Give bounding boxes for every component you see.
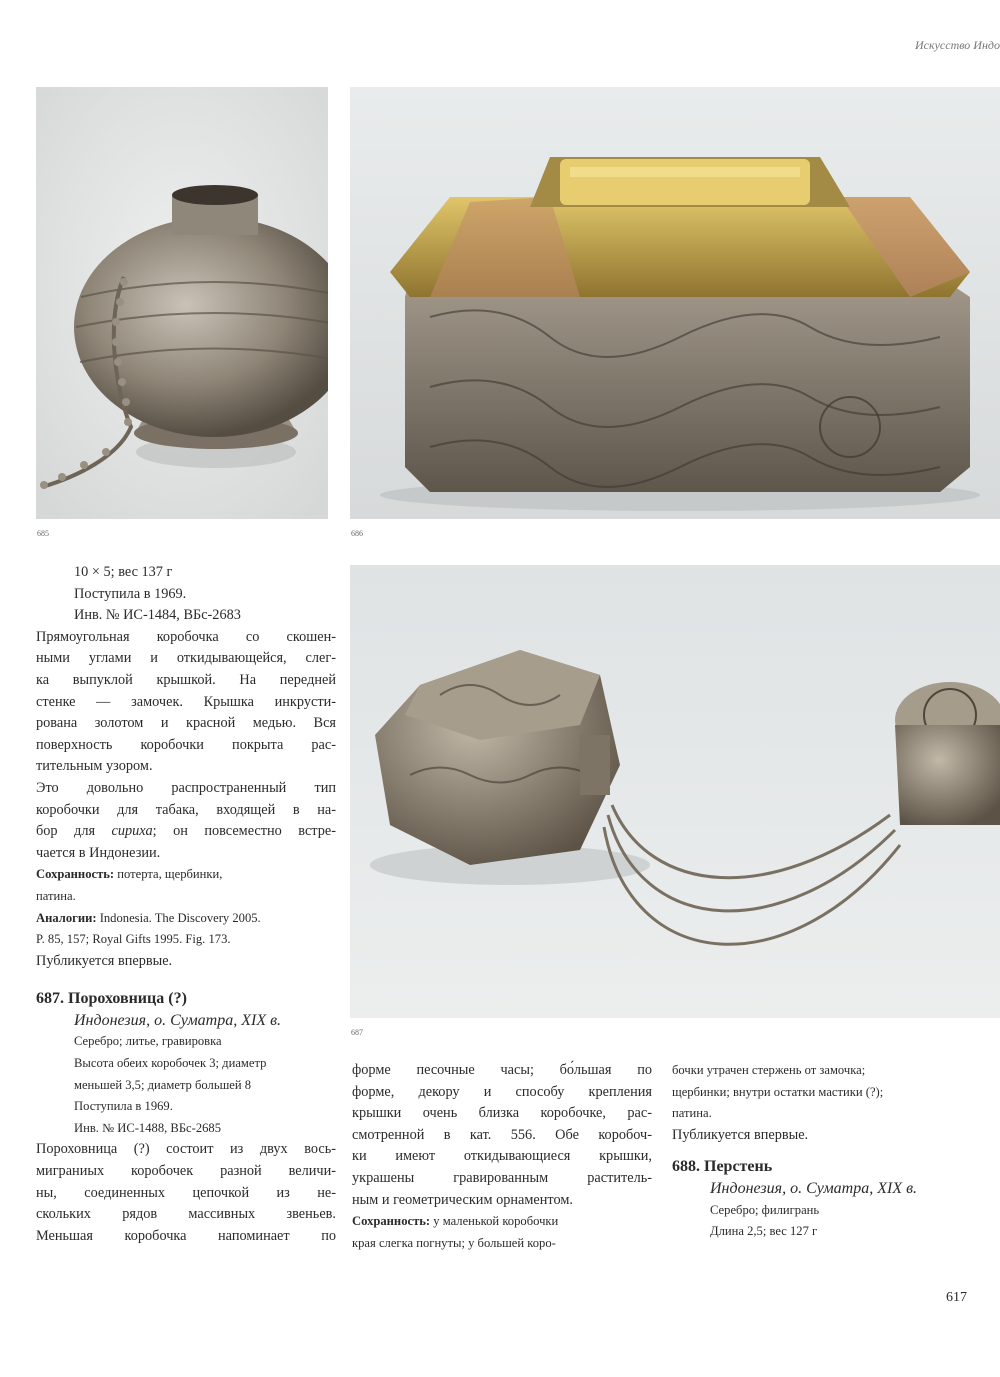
photo-687 — [350, 565, 1000, 1018]
catalog-title-687: 687. Пороховница (?) — [36, 990, 187, 1008]
catalog-origin-687: Индонезия, о. Суматра, XIX в. — [74, 1011, 282, 1029]
text-line: ными углами и откидывающейся, слег- — [36, 650, 336, 667]
analogues-686 — [36, 908, 336, 930]
text-line: крышки очень близка коробочке, рас- — [352, 1105, 652, 1122]
text-fragment: ; он повсеместно встре- — [152, 823, 336, 840]
emphasis-term: сириха — [111, 823, 153, 840]
analogues-text: Indonesia. The Discovery 2005. — [96, 910, 261, 925]
text-line: ка выпуклой крышкой. На передней — [36, 671, 336, 688]
material-688: Серебро; филигрань — [710, 1202, 820, 1217]
running-head: Искусство Индо — [915, 38, 1000, 52]
figure-number-686: 686 — [351, 529, 363, 538]
condition-687 — [352, 1211, 652, 1233]
text-line: ки имеют откидывающиеся крышки, — [352, 1148, 652, 1165]
condition-686 — [36, 864, 336, 886]
text-line: форме, декору и способу крепления — [352, 1083, 652, 1100]
inventory-687: Инв. № ИС-1488, ВБс-2685 — [74, 1120, 222, 1135]
text-line: P. 85, 157; Royal Gifts 1995. Fig. 173. — [36, 932, 231, 947]
text-line: тительным узором. — [36, 758, 153, 775]
material-687: Серебро; литье, гравировка — [74, 1034, 222, 1049]
inventory-686: Инв. № ИС-1484, ВБс-2683 — [74, 607, 241, 624]
text-line: форме песочные часы; бо́льшая по — [352, 1062, 652, 1078]
published-note-686: Публикуется впервые. — [36, 952, 173, 969]
condition-label: Сохранность: — [352, 1214, 431, 1229]
published-note-687: Публикуется впервые. — [672, 1126, 809, 1143]
photo-686 — [350, 87, 1000, 519]
analogues-label: Аналогии: — [36, 910, 97, 925]
condition-text: потерта, щербинки, — [114, 867, 223, 882]
photo-685 — [36, 87, 328, 519]
catalog-origin-688: Индонезия, о. Суматра, XIX в. — [710, 1179, 918, 1197]
text-line: рована золотом и красной медью. Вся — [36, 715, 336, 732]
text-line: ны, соединенных цепочкой из не- — [36, 1184, 336, 1201]
text-line: миграниых коробочек разной величи- — [36, 1163, 336, 1180]
dimensions-687-cont: меньшей 3,5; диаметр большей 8 — [74, 1077, 252, 1092]
text-line: смотренной в кат. 556. Обе коробоч- — [352, 1126, 652, 1143]
text-line: Меньшая коробочка напоминает по — [36, 1227, 336, 1244]
figure-number-685: 685 — [37, 529, 49, 538]
text-line: края слегка погнуты; у большей коро- — [352, 1235, 556, 1250]
text-line: Пороховница (?) состоит из двух вось- — [36, 1141, 336, 1158]
text-line: поверхность коробочки покрыта рас- — [36, 736, 336, 753]
text-line: щербинки; внутри остатки мастики (?); — [672, 1084, 884, 1099]
dimensions-688: Длина 2,5; вес 127 г — [710, 1224, 818, 1239]
text-line: Это довольно распространенный тип — [36, 779, 336, 796]
acquired-687: Поступила в 1969. — [74, 1099, 173, 1114]
text-line: скольких рядов массивных звеньев. — [36, 1206, 336, 1223]
text-line: коробочки для табака, входящей в на- — [36, 801, 336, 818]
column-1 — [36, 562, 336, 1247]
dimensions-687: Высота обеих коробочек 3; диаметр — [74, 1056, 267, 1071]
catalog-title-688: 688. Перстень — [672, 1158, 773, 1176]
column-2 — [352, 1060, 652, 1254]
dimensions-686: 10 × 5; вес 137 г — [74, 564, 173, 580]
text-fragment: бор для — [36, 823, 112, 840]
condition-text: у маленькой коробочки — [430, 1214, 559, 1229]
text-line: Прямоугольная коробочка со скошен- — [36, 628, 336, 645]
text-line: ным и геометрическим орнаментом. — [352, 1191, 573, 1208]
text-line: украшены гравированным раститель- — [352, 1169, 652, 1186]
text-line: бочки утрачен стержень от замочка; — [672, 1063, 866, 1077]
text-line: патина. — [672, 1106, 712, 1121]
condition-label: Сохранность: — [36, 867, 115, 882]
text-line: стенке — замочек. Крышка инкрусти- — [36, 693, 336, 710]
page-number: 617 — [946, 1290, 967, 1305]
acquired-686: Поступила в 1969. — [74, 585, 187, 602]
text-line — [36, 821, 336, 843]
figure-number-687: 687 — [351, 1028, 363, 1037]
text-line: чается в Индонезии. — [36, 844, 161, 861]
text-line: патина. — [36, 888, 76, 903]
column-3 — [672, 1060, 972, 1243]
